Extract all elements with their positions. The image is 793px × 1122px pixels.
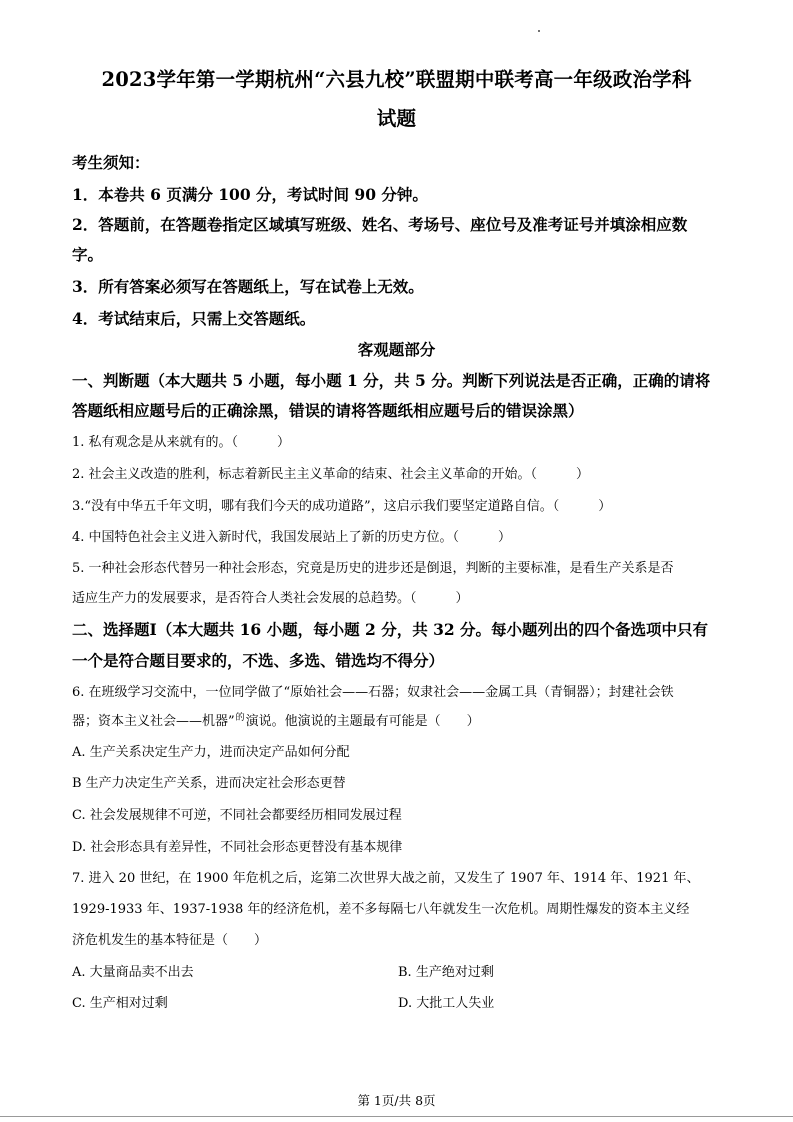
question-6-option-c: C. 社会发展规律不可逆，不同社会都要经历相同发展过程 [72, 808, 402, 823]
part1-heading-line1: 一、判断题（本大题共 5 小题，每小题 1 分，共 5 分。判断下列说法是否正确，正确的请将 [72, 371, 711, 390]
question-6-stem-glyph: 的 [235, 713, 245, 723]
question-6-stem-line2a: 器；资本主义社会——机器” [72, 714, 235, 729]
question-7-option-b: B. 生产绝对过剩 [398, 965, 494, 980]
page-footer: 第 1页/共 8页 [357, 1093, 436, 1108]
exam-title-line1: 2023学年第一学期杭州“六县九校”联盟期中联考高一年级政治学科 [101, 68, 692, 91]
part1-heading-line2: 答题纸相应题号后的正确涂黑，错误的请将答题纸相应题号后的错误涂黑） [72, 401, 584, 420]
question-1: 1. 私有观念是从来就有的。（ ） [72, 435, 291, 450]
question-6-option-a: A. 生产关系决定生产力，进而决定产品如何分配 [72, 745, 350, 760]
question-2: 2. 社会主义改造的胜利，标志着新民主主义革命的结束、社会主义革命的开始。（ ） [72, 467, 590, 482]
scan-dot [538, 30, 540, 32]
question-7-option-d: D. 大批工人失业 [398, 996, 495, 1011]
question-4: 4. 中国特色社会主义进入新时代，我国发展站上了新的历史方位。（ ） [72, 530, 512, 545]
part2-heading-line2: 一个是符合题目要求的，不选、多选、错选均不得分） [72, 651, 445, 670]
question-7-stem-line3: 济危机发生的基本特征是（ ） [72, 933, 268, 948]
question-5-line1: 5. 一种社会形态代替另一种社会形态，究竟是历史的进步还是倒退，判断的主要标准，是看生产关系是否 [72, 561, 674, 576]
question-7-option-c: C. 生产相对过剩 [72, 996, 168, 1011]
question-6-option-d: D. 社会形态具有差异性，不同社会形态更替没有基本规律 [72, 840, 403, 855]
exam-title-line2: 试题 [376, 107, 417, 130]
notice-item-1: 1．本卷共 6 页满分 100 分，考试时间 90 分钟。 [72, 185, 428, 204]
notice-item-2-cont: 字。 [72, 245, 104, 264]
question-7-option-a: A. 大量商品卖不出去 [72, 965, 194, 980]
section-title: 客观题部分 [357, 340, 436, 359]
question-5-line2: 适应生产力的发展要求，是否符合人类社会发展的总趋势。（ ） [72, 591, 469, 606]
question-6-option-b: B 生产力决定生产关系，进而决定社会形态更替 [72, 776, 346, 791]
notice-item-3: 3．所有答案必须写在答题纸上，写在试卷上无效。 [72, 277, 424, 296]
question-6-stem-line2 [72, 710, 480, 729]
question-3: 3.“没有中华五千年文明，哪有我们今天的成功道路”，这启示我们要坚定道路自信。（ ） [72, 499, 612, 514]
part2-heading-line1: 二、选择题Ⅰ（本大题共 16 小题，每小题 2 分，共 32 分。每小题列出的四个备选项中只有 [72, 620, 709, 639]
footer-divider [0, 1116, 793, 1117]
notice-item-2: 2．答题前，在答题卷指定区域填写班级、姓名、考场号、座位号及准考证号并填涂相应数 [72, 215, 688, 234]
question-6-stem-line1: 6. 在班级学习交流中，一位同学做了“原始社会——石器；奴隶社会——金属工具（青铜器）；封建社会铁 [72, 685, 674, 700]
question-7-stem-line1: 7. 进入 20 世纪，在 1900 年危机之后，迄第二次世界大战之前，又发生了 1907 年、1914 年、1921 年、 [72, 871, 700, 886]
notice-heading: 考生须知： [72, 153, 150, 172]
question-7-stem-line2: 1929-1933 年、1937-1938 年的经济危机，差不多每隔七八年就发生一次危机。周期性爆发的资本主义经 [72, 902, 690, 917]
notice-item-4: 4．考试结束后，只需上交答题纸。 [72, 309, 316, 328]
question-6-stem-line2b: 演说。他演说的主题最有可能是（ ） [245, 714, 480, 729]
